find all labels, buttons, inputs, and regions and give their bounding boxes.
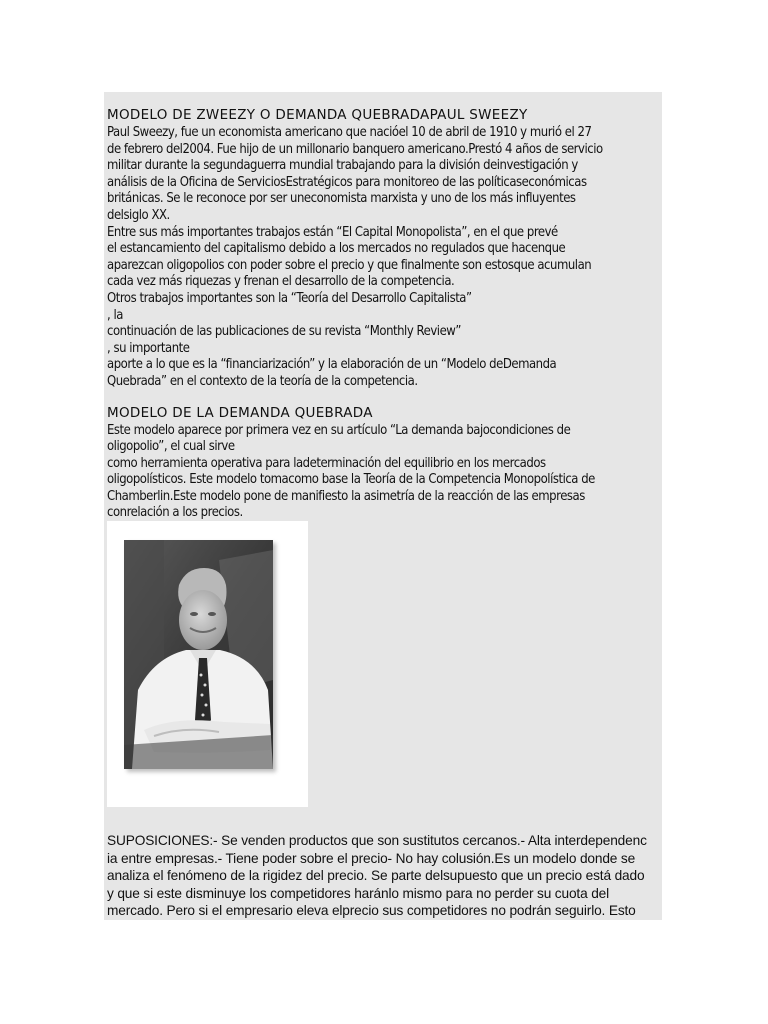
section-title-demanda-quebrada: MODELO DE LA DEMANDA QUEBRADA [107,404,373,421]
section-demanda-text [107,422,661,522]
text-line: cada vez más riquezas y frenan el desarrollo de la competencia. [107,273,455,290]
text-line: análisis de la Oficina de ServiciosEstratégicos para monitoreo de las políticaseconómicas [107,173,587,190]
photo-frame [107,521,308,807]
text-line: analiza el fenómeno de la rigidez del precio. Se parte delsupuesto que un precio está dado [107,868,645,884]
text-line: como herramienta operativa para ladeterminación del equilibrio en los mercados [107,454,546,471]
text-line: oligopolísticos. Este modelo tomacomo base la Teoría de la Competencia Monopolística de [107,471,595,488]
text-line: el estancamiento del capitalismo debido a los mercados no regulados que hacenque [107,240,566,257]
document-body [107,106,661,521]
text-line: SUPOSICIONES:- Se venden productos que son sustitutos cercanos.- Alta interdependenc [107,833,647,848]
document-page [104,92,662,920]
text-line: Paul Sweezy, fue un economista americano que nacióel 10 de abril de 1910 y murió el 27 [107,124,592,140]
section-title-sweezy: MODELO DE ZWEEZY O DEMANDA QUEBRADAPAUL SWEEZY [107,107,528,123]
spacer [107,390,661,404]
text-line: oligopolio”, el cual sirve [107,438,235,455]
text-line: Otros trabajos importantes son la “Teoría del Desarrollo Capitalista” [107,289,472,306]
portrait-photo-icon [124,540,273,769]
text-line: Este modelo aparece por primera vez en su artículo “La demanda bajocondiciones de [107,421,571,438]
text-line: y que si este disminuye los competidores haránlo mismo para no perder su cuota del [107,885,610,901]
text-line: , la [107,306,123,323]
text-line: conrelación a los precios. [107,504,243,521]
text-line: de febrero del2004. Fue hijo de un millonario banquero americano.Prestó 4 años de servicio [107,140,603,157]
text-line: aporte a lo que es la “financiarización” y la elaboración de un “Modelo deDemanda [107,356,557,373]
text-line: continuación de las publicaciones de su revista “Monthly Review” [107,323,461,340]
text-line: británicas. Se le reconoce por ser uneconomista marxista y uno de los más influyentes [107,190,576,207]
text-line: militar durante la segundaguerra mundial trabajando para la división deinvestigación y [107,157,578,174]
text-line: , su importante [107,339,190,356]
text-line: Entre sus más importantes trabajos están “El Capital Monopolista”, en el que prevé [107,223,558,240]
text-line: delsiglo XX. [107,206,170,223]
text-line: ia entre empresas.- Tiene poder sobre el precio- No hay colusión.Es un modelo donde se [107,850,636,866]
section-suposiciones [107,832,661,920]
section-sweezy-text [107,124,661,390]
text-line: Quebrada” en el contexto de la teoría de la competencia. [107,372,418,389]
text-line: aparezcan oligopolios con poder sobre el precio y que finalmente son estosque acumulan [107,256,592,273]
text-line: mercado. Pero si el empresario eleva elprecio sus competidores no podrán seguirlo. Esto [107,903,636,919]
text-line: Chamberlin.Este modelo pone de manifiesto la asimetría de la reacción de las empresas [107,487,585,504]
